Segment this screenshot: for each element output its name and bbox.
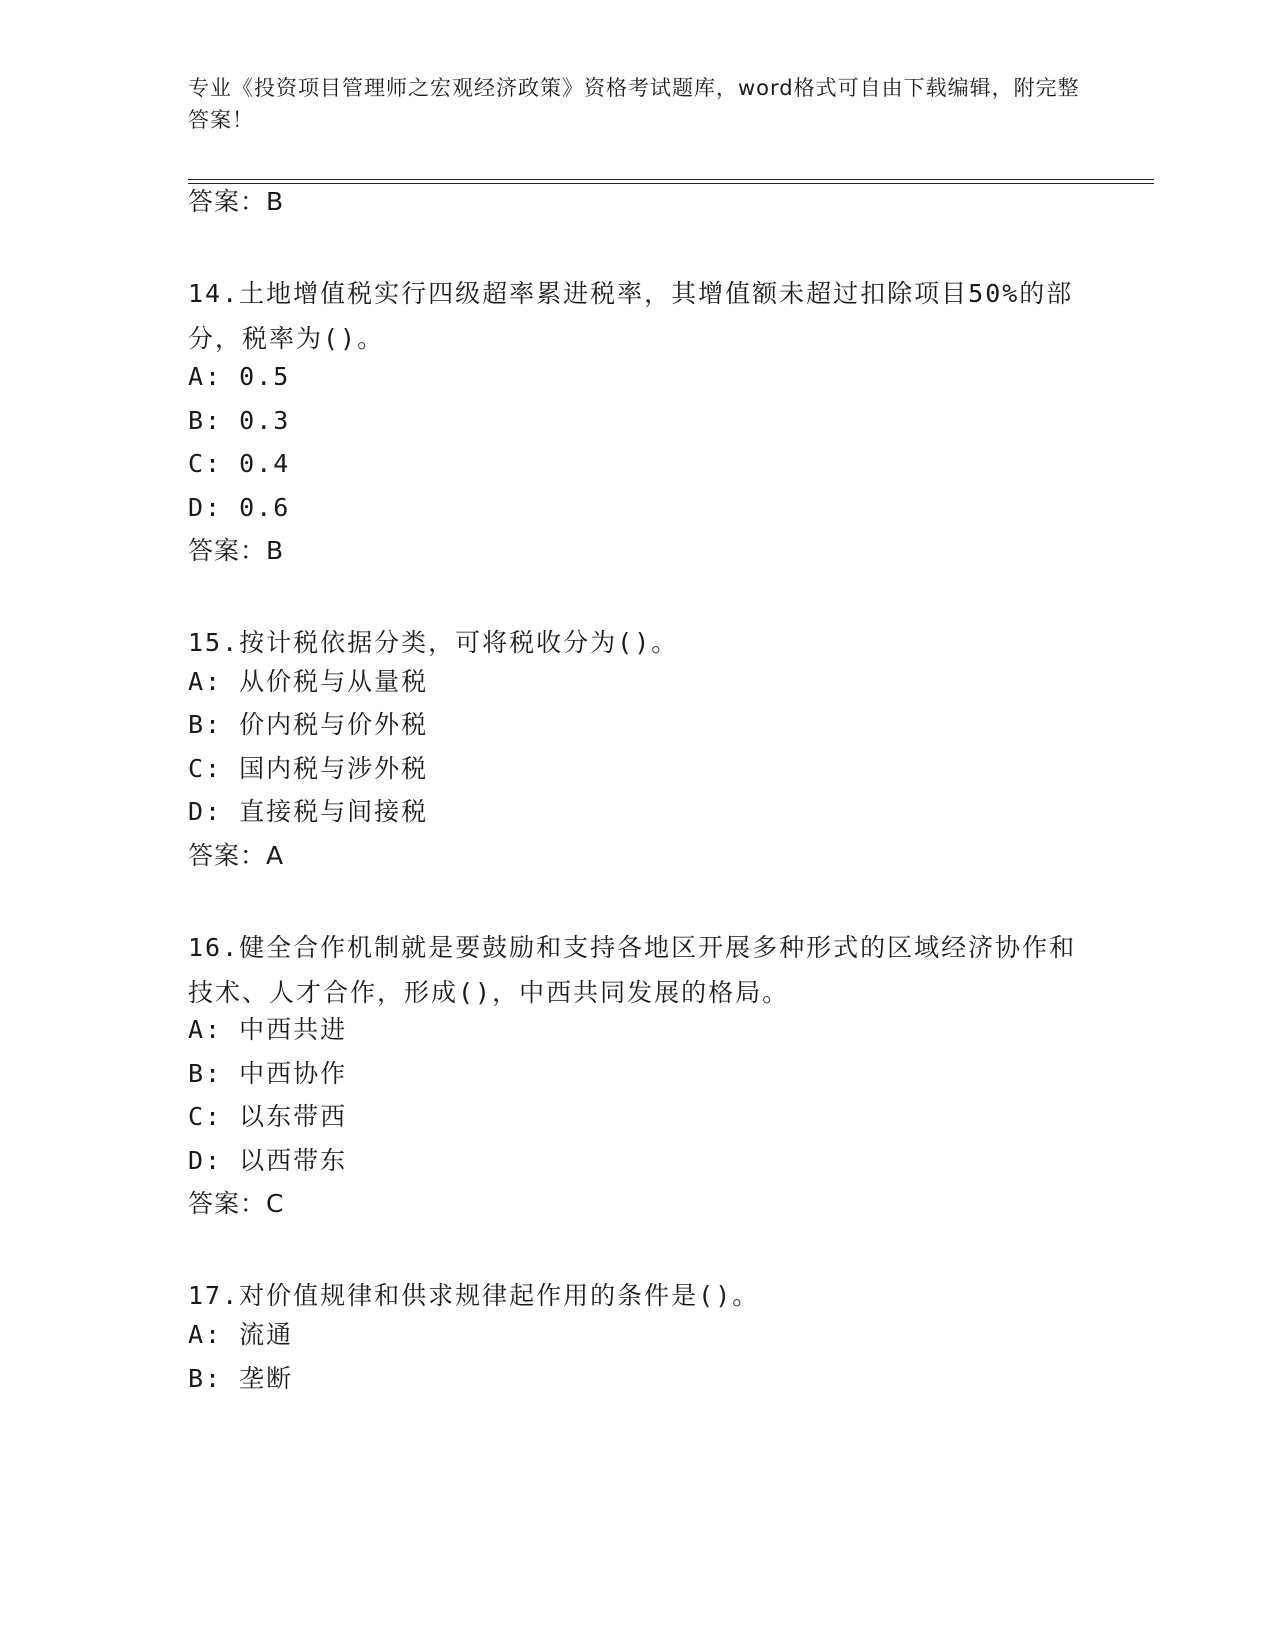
question-16-option-c: C: 以东带西: [188, 1102, 348, 1131]
question-15-option-c: C: 国内税与涉外税: [188, 754, 429, 783]
question-14-option-b: B: 0.3: [188, 406, 291, 435]
header-divider-bottom: [188, 183, 1154, 184]
question-16-option-d: D: 以西带东: [188, 1146, 348, 1175]
document-header: 专业《投资项目管理师之宏观经济政策》资格考试题库，word格式可自由下载编辑，附完整答案！: [188, 76, 1080, 132]
question-17-option-b: B: 垄断: [188, 1364, 294, 1393]
question-15-answer: 答案：A: [188, 841, 285, 870]
question-14-option-c: C: 0.4: [188, 449, 291, 478]
question-15-stem: 15.按计税依据分类，可将税收分为()。: [188, 628, 679, 657]
question-14-stem: 14.土地增值税实行四级超率累进税率，其增值额未超过扣除项目50%的部分，税率为()。: [188, 279, 1074, 353]
header-divider-top: [188, 179, 1154, 180]
question-16-option-b: B: 中西协作: [188, 1059, 348, 1088]
answer-prev: 答案：B: [188, 187, 285, 216]
question-14-option-d: D: 0.6: [188, 493, 291, 522]
question-15-option-a: A: 从价税与从量税: [188, 667, 429, 696]
question-15-option-b: B: 价内税与价外税: [188, 710, 429, 739]
question-16-option-a: A: 中西共进: [188, 1015, 348, 1044]
question-17-option-a: A: 流通: [188, 1320, 294, 1349]
question-14-answer: 答案：B: [188, 536, 285, 565]
question-14-option-a: A: 0.5: [188, 362, 291, 391]
question-16-answer: 答案：C: [188, 1189, 285, 1218]
question-15-option-d: D: 直接税与间接税: [188, 797, 429, 826]
question-17-stem: 17.对价值规律和供求规律起作用的条件是()。: [188, 1281, 760, 1310]
question-16-stem: 16.健全合作机制就是要鼓励和支持各地区开展多种形式的区域经济协作和技术、人才合作，形成()，中西共同发展的格局。: [188, 933, 1077, 1007]
